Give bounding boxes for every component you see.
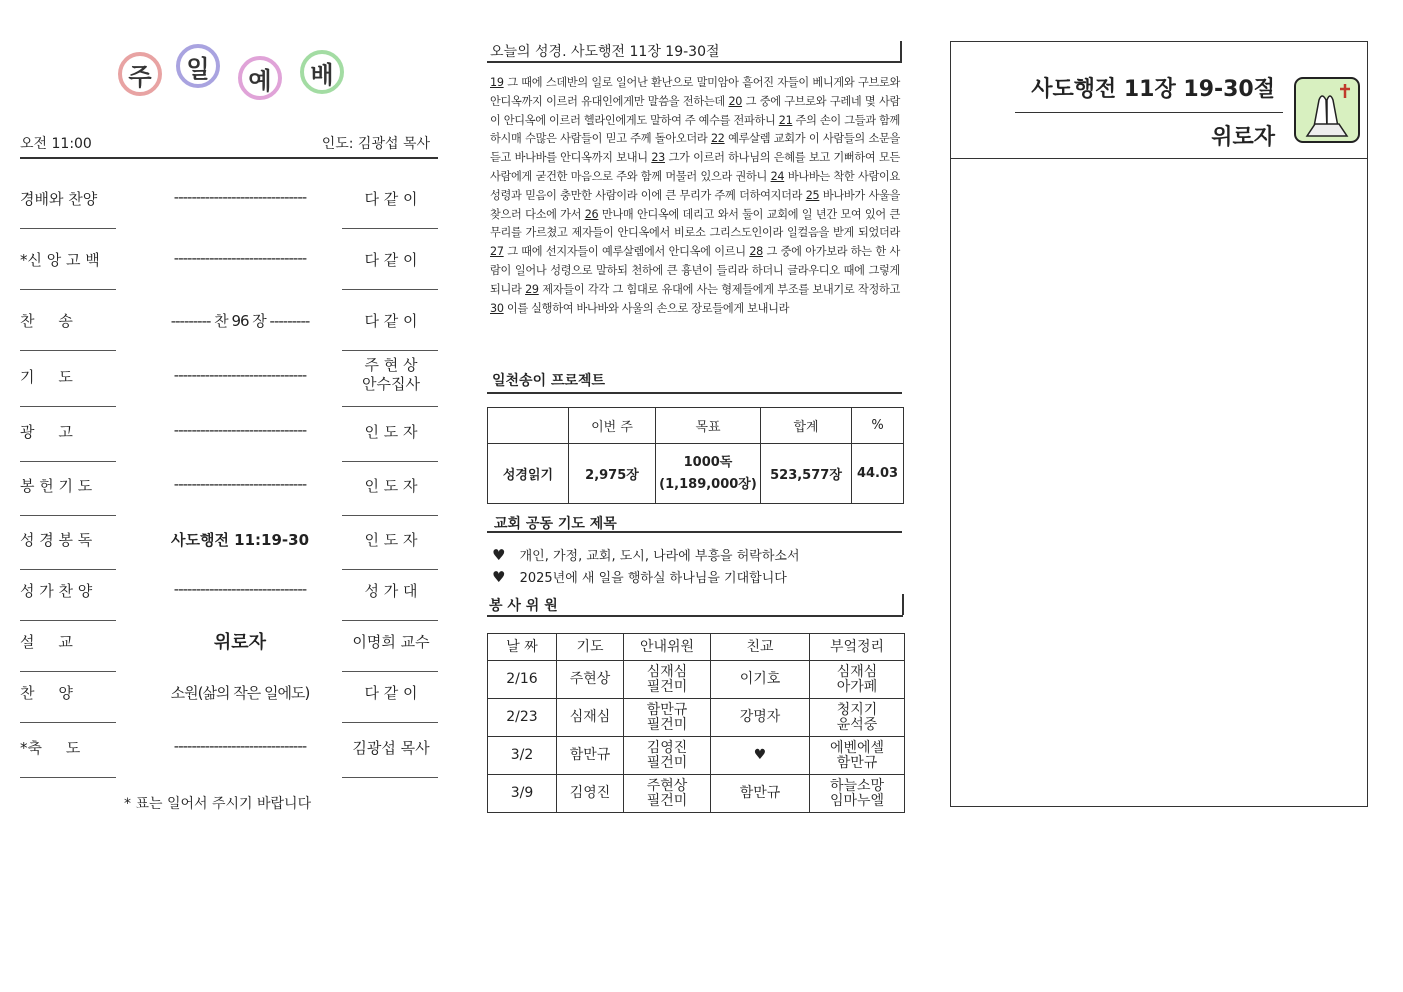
prayer-item-text: 개인, 가정, 교회, 도시, 나라에 부흥을 허락하소서 bbox=[519, 549, 800, 564]
service-row bbox=[488, 699, 905, 737]
reading-header-week: 이번 주 bbox=[569, 408, 656, 444]
worship-title bbox=[112, 44, 352, 108]
title-char-1: 주 bbox=[118, 52, 162, 96]
row-underline-person bbox=[342, 777, 438, 778]
bible-passage bbox=[490, 74, 900, 318]
service-prayer: 심재심 bbox=[557, 699, 624, 737]
verse-number: 20 bbox=[728, 94, 743, 108]
verse-number: 19 bbox=[490, 76, 504, 89]
order-detail: ------------------------------ bbox=[173, 475, 307, 493]
verse-text: 그 중에 아가보라 하는 한 사람이 일어나 성령으로 말하되 천하에 큰 흉년이 들리라 하더니 글라우디오 때에 그렇게 되니라 bbox=[490, 245, 900, 296]
service-header-date: 날 짜 bbox=[488, 634, 557, 661]
bible-heading-corner bbox=[900, 41, 902, 61]
heart-icon: ♥ bbox=[492, 546, 506, 564]
worship-leader: 인도: 김광섭 목사 bbox=[321, 136, 430, 152]
heart-icon: ♥ bbox=[492, 568, 506, 586]
service-usher-name: 필건미 bbox=[646, 716, 688, 733]
order-row bbox=[20, 467, 438, 507]
verse-number: 24 bbox=[770, 169, 785, 183]
order-row bbox=[20, 674, 438, 714]
service-kitchen bbox=[810, 661, 905, 699]
prayer-item bbox=[492, 567, 800, 589]
prayer-list bbox=[492, 545, 800, 589]
verse-text: 제자들이 각각 그 힘대로 유대에 사는 형제들에게 부조를 보내기로 작정하고 bbox=[542, 282, 900, 296]
service-kitchen-name: 함만규 bbox=[836, 754, 878, 771]
title-char-3: 예 bbox=[238, 56, 282, 100]
order-detail: ------------------------------ bbox=[173, 580, 307, 598]
service-date: 3/9 bbox=[488, 775, 557, 813]
service-header-fellowship: 친교 bbox=[711, 634, 810, 661]
service-usher-name: 주현상 bbox=[646, 777, 688, 794]
verse-number: 21 bbox=[778, 113, 793, 127]
order-row bbox=[20, 572, 438, 612]
row-underline-label bbox=[20, 289, 116, 290]
service-kitchen-name: 심재심 bbox=[836, 663, 878, 680]
service-usher-name: 필건미 bbox=[646, 792, 688, 809]
service-prayer: 함만규 bbox=[557, 737, 624, 775]
service-prayer: 주현상 bbox=[557, 661, 624, 699]
service-usher bbox=[624, 661, 711, 699]
order-detail: ------------------------------ bbox=[173, 249, 307, 267]
verse-number: 27 bbox=[490, 245, 504, 259]
row-underline-person bbox=[342, 461, 438, 462]
standing-note: * 표는 일어서 주시기 바랍니다 bbox=[124, 796, 312, 812]
order-person: 이명희 교수 bbox=[352, 633, 430, 651]
order-detail: 위로자 bbox=[213, 632, 267, 653]
order-label: 성 가 찬 양 bbox=[20, 582, 93, 600]
order-person: 다 같 이 bbox=[364, 312, 418, 330]
sermon-reference-rule bbox=[1015, 112, 1283, 113]
order-label: 설 교 bbox=[20, 633, 73, 651]
order-person-line: 주 현 상 bbox=[364, 356, 418, 374]
verse-text: 주의 손이 그들과 함께 하시매 수많은 사람들이 믿고 주께 돌아오더라 bbox=[490, 113, 900, 146]
order-row bbox=[20, 413, 438, 453]
row-underline-person bbox=[342, 350, 438, 351]
service-usher bbox=[624, 699, 711, 737]
verse-number: 25 bbox=[805, 188, 820, 202]
service-heading-corner bbox=[902, 594, 904, 615]
order-person: 다 같 이 bbox=[364, 190, 418, 208]
service-fellowship: 강명자 bbox=[711, 699, 810, 737]
verse-text: 예루살렘 교회가 이 사람들의 소문을 듣고 바나바를 안디옥까지 보내니 bbox=[490, 132, 900, 165]
order-row bbox=[20, 521, 438, 561]
order-row bbox=[20, 623, 438, 663]
row-underline-label bbox=[20, 228, 116, 229]
service-fellowship: ♥ bbox=[711, 737, 810, 775]
service-kitchen-name: 하늘소망 bbox=[829, 777, 885, 794]
row-underline-person bbox=[342, 569, 438, 570]
service-kitchen-name: 에벤에셀 bbox=[829, 739, 885, 756]
reading-header-goal: 목표 bbox=[656, 408, 761, 444]
row-underline-person bbox=[342, 620, 438, 621]
sermon-reference: 사도행전 11장 19-30절 bbox=[1031, 77, 1275, 102]
title-char-4: 배 bbox=[300, 50, 344, 94]
reading-header-percent: % bbox=[852, 408, 904, 444]
service-usher-name: 함만규 bbox=[646, 701, 688, 718]
verse-number: 28 bbox=[749, 245, 763, 259]
service-usher bbox=[624, 775, 711, 813]
verse-text: 그 중에 구브로와 구레네 몇 사람이 안디옥에 이르러 헬라인에게도 말하여 주 예수를 전파하니 bbox=[490, 94, 900, 127]
reading-header-empty bbox=[488, 408, 569, 444]
service-fellowship: 함만규 bbox=[711, 775, 810, 813]
verse-number: 30 bbox=[490, 301, 504, 315]
service-date: 3/2 bbox=[488, 737, 557, 775]
verse-number: 23 bbox=[651, 151, 665, 165]
order-person: 인 도 자 bbox=[364, 477, 418, 495]
service-row bbox=[488, 775, 905, 813]
service-usher-name: 필건미 bbox=[646, 754, 688, 771]
service-time: 오전 11:00 bbox=[20, 136, 92, 152]
order-row bbox=[20, 302, 438, 342]
verse-text: 그 때에 선지자들이 예루살렘에서 안디옥에 이르니 bbox=[507, 245, 746, 259]
row-underline-label bbox=[20, 515, 116, 516]
order-detail: ------------------------------ bbox=[173, 366, 307, 384]
row-underline-label bbox=[20, 569, 116, 570]
order-label: 찬 양 bbox=[20, 684, 73, 702]
order-person-line: 안수집사 bbox=[362, 375, 420, 393]
order-person: 김광섭 목사 bbox=[352, 739, 430, 757]
order-person bbox=[344, 356, 438, 394]
row-underline-person bbox=[342, 228, 438, 229]
bible-heading-rule bbox=[487, 61, 902, 63]
row-underline-person bbox=[342, 515, 438, 516]
service-fellowship: 이기호 bbox=[711, 661, 810, 699]
row-underline-label bbox=[20, 671, 116, 672]
worship-header bbox=[20, 133, 438, 153]
reading-cell-week: 2,975장 bbox=[569, 444, 656, 504]
prayer-item-text: 2025년에 새 일을 행하실 하나님을 기대합니다 bbox=[519, 571, 787, 586]
service-usher-name: 심재심 bbox=[646, 663, 688, 680]
verse-text: 그가 이르러 하나님의 은혜를 보고 기뻐하여 모든 사람에게 굳건한 마음으로 주와 함께 머물러 있으라 권하니 bbox=[490, 151, 900, 183]
order-detail: 소원(삶의 작은 일에도) bbox=[170, 684, 310, 702]
praying-hands-graphic bbox=[1293, 76, 1361, 144]
order-person: 인 도 자 bbox=[364, 423, 418, 441]
title-char-2: 일 bbox=[176, 44, 220, 88]
service-kitchen bbox=[810, 775, 905, 813]
verse-text: 바나바는 착한 사람이요 성령과 믿음이 충만한 사람이라 이에 큰 무리가 주께 더하여지더라 bbox=[490, 169, 900, 202]
sermon-panel-divider bbox=[951, 158, 1367, 159]
verse-number: 22 bbox=[710, 132, 725, 146]
service-heading: 봉 사 위 원 bbox=[489, 598, 558, 614]
verse-text: 그 때에 스데반의 일로 일어난 환난으로 말미암아 흩어진 자들이 베니게와 구브로와 안디옥까지 이르러 유대인에게만 말씀을 전하는데 bbox=[490, 76, 900, 108]
order-label: 성 경 봉 독 bbox=[20, 531, 93, 549]
service-header-usher: 안내위원 bbox=[624, 634, 711, 661]
reading-cell-percent: 44.03 bbox=[852, 444, 904, 504]
service-kitchen bbox=[810, 699, 905, 737]
prayer-heading-rule bbox=[487, 531, 902, 533]
order-detail: 사도행전 11:19-30 bbox=[170, 531, 310, 549]
sermon-panel bbox=[950, 41, 1368, 807]
order-person: 성 가 대 bbox=[364, 582, 418, 600]
sermon-title: 위로자 bbox=[1211, 125, 1275, 150]
order-row bbox=[20, 180, 438, 220]
prayer-heading: 교회 공동 기도 제목 bbox=[494, 516, 617, 532]
bible-heading: 오늘의 성경. 사도행전 11장 19-30절 bbox=[490, 44, 720, 60]
row-underline-person bbox=[342, 406, 438, 407]
row-underline-person bbox=[342, 722, 438, 723]
order-label: *축 도 bbox=[20, 739, 81, 757]
reading-header-total: 합계 bbox=[761, 408, 852, 444]
row-underline-person bbox=[342, 671, 438, 672]
service-row bbox=[488, 661, 905, 699]
service-prayer: 김영진 bbox=[557, 775, 624, 813]
order-row bbox=[20, 358, 438, 398]
order-row bbox=[20, 241, 438, 281]
service-table bbox=[487, 633, 905, 813]
row-underline-label bbox=[20, 406, 116, 407]
reading-goal-pages: (1,189,000장) bbox=[659, 476, 757, 492]
order-detail: ------------------------------ bbox=[173, 737, 307, 755]
reading-heading: 일천송이 프로젝트 bbox=[492, 373, 606, 389]
header-divider bbox=[20, 157, 438, 159]
service-usher-name: 김영진 bbox=[646, 739, 688, 756]
service-heading-rule bbox=[487, 615, 903, 617]
order-label: 봉 헌 기 도 bbox=[20, 477, 93, 495]
order-row bbox=[20, 729, 438, 769]
reading-table bbox=[487, 407, 904, 504]
order-person: 인 도 자 bbox=[364, 531, 418, 549]
reading-goal-count: 1000독 bbox=[683, 454, 733, 470]
service-row bbox=[488, 737, 905, 775]
service-kitchen-name: 청지기 bbox=[836, 701, 878, 718]
reading-heading-rule bbox=[487, 392, 902, 394]
row-underline-label bbox=[20, 461, 116, 462]
verse-number: 26 bbox=[584, 207, 599, 221]
verse-text: 만나매 안디옥에 데리고 와서 둘이 교회에 일 년간 모여 있어 큰 무리를 가르쳤고 제자들이 안디옥에서 비로소 그리스도인이라 일컬음을 받게 되었더라 bbox=[490, 207, 900, 240]
row-underline-label bbox=[20, 620, 116, 621]
row-underline-label bbox=[20, 722, 116, 723]
service-header-kitchen: 부엌정리 bbox=[810, 634, 905, 661]
order-label: 경배와 찬양 bbox=[20, 190, 98, 208]
order-detail: ------------------------------ bbox=[173, 188, 307, 206]
order-person: 다 같 이 bbox=[364, 684, 418, 702]
service-date: 2/16 bbox=[488, 661, 557, 699]
reading-cell-label: 성경읽기 bbox=[488, 444, 569, 504]
service-kitchen bbox=[810, 737, 905, 775]
order-label: 광 고 bbox=[20, 423, 73, 441]
order-label: 찬 송 bbox=[20, 312, 73, 330]
service-kitchen-name: 윤석중 bbox=[836, 716, 878, 733]
praying-hands-icon bbox=[1293, 76, 1361, 144]
order-detail: --------- 찬 96 장 --------- bbox=[170, 312, 310, 330]
verse-number: 29 bbox=[525, 282, 539, 296]
order-label: 기 도 bbox=[20, 368, 73, 386]
reading-cell-total: 523,577장 bbox=[761, 444, 852, 504]
reading-cell-goal bbox=[656, 444, 761, 504]
verse-text: 바나바가 사울을 찾으러 다소에 가서 bbox=[490, 188, 900, 221]
service-usher-name: 필건미 bbox=[646, 678, 688, 695]
service-kitchen-name: 임마누엘 bbox=[829, 792, 885, 809]
service-kitchen-name: 아가페 bbox=[836, 678, 878, 695]
order-label: *신 앙 고 백 bbox=[20, 251, 100, 269]
verse-text: 이를 실행하여 바나바와 사울의 손으로 장로들에게 보내니라 bbox=[506, 301, 790, 315]
prayer-item bbox=[492, 545, 800, 567]
order-person: 다 같 이 bbox=[364, 251, 418, 269]
row-underline-person bbox=[342, 289, 438, 290]
row-underline-label bbox=[20, 350, 116, 351]
row-underline-label bbox=[20, 777, 116, 778]
service-usher bbox=[624, 737, 711, 775]
order-detail: ------------------------------ bbox=[173, 421, 307, 439]
service-date: 2/23 bbox=[488, 699, 557, 737]
service-header-prayer: 기도 bbox=[557, 634, 624, 661]
